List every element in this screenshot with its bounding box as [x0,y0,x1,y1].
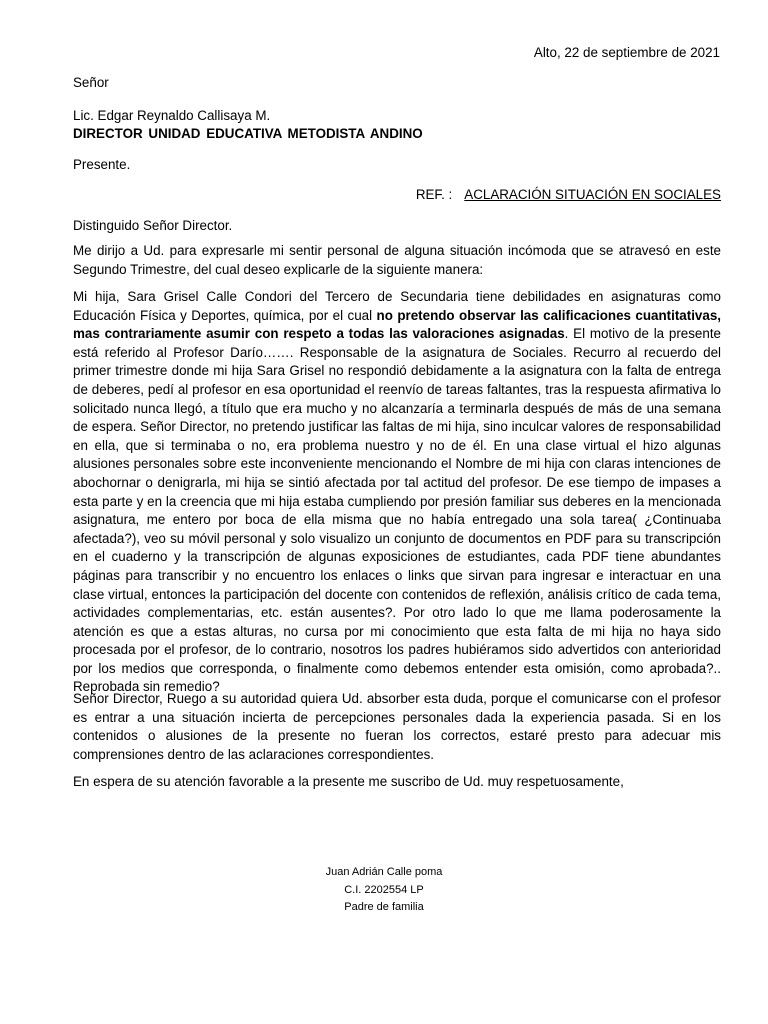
paragraph-main-bold: no pretendo observar las calificaciones cuantitativas, mas contrariamente asumir con respeto a todas las valoraciones asignadas [73,307,721,342]
recipient-position: DIRECTOR UNIDAD EDUCATIVA METODISTA ANDINO [73,126,423,141]
signature-block [0,864,768,917]
reference-line [416,186,721,205]
paragraph-closing: En espera de su atención favorable a la presente me suscribo de Ud. muy respetuosamente, [73,774,624,789]
signature-name: Juan Adrián Calle poma [325,866,443,878]
greeting: Distinguido Señor Director. [73,218,233,233]
signature-id: C.I. 2202554 LP [344,883,424,896]
signature-role: Padre de familia [344,901,424,913]
reference-title: ACLARACIÓN SITUACIÓN EN SOCIALES [464,187,721,202]
letter-date: Alto, 22 de septiembre de 2021 [533,45,720,60]
recipient-name: Lic. Edgar Reynaldo Callisaya M. [73,108,271,123]
salutation-title: Señor [73,75,109,90]
paragraph-request: Señor Director, Ruego a su autoridad quiera Ud. absorber esta duda, porque el comunicarse con el profesor es entrar a una situación incierta de percepciones personales dada la experiencia pasada. Si en los contenidos o alusiones de la presente no fueran los correctos, estaré presto para adecuar mis comprensiones dentro de las aclaraciones correspondientes. [73,691,721,762]
paragraph-intro: Me dirijo a Ud. para expresarle mi sentir personal de alguna situación incómoda que se atravesó en este Segundo Trimestre, del cual deseo explicarle de la siguiente manera: [73,243,721,277]
paragraph-main [73,288,721,697]
presente-line: Presente. [73,157,131,172]
reference-label: REF. : [415,187,453,202]
paragraph-main-part1: Mi hija, Sara Grisel Calle Condori del Tercero de Secundaria tiene debilidades en asignaturas como Educación Física y Deportes, química, por el cual [73,289,721,323]
paragraph-main-part2: . El motivo de la presente está referido al Profesor Darío……. Responsable de la asignatura de Sociales. Recurro al recuerdo del primer trimestre donde mi hija Sara Grisel no respondió debidamente a la asignatura con la falta de entrega de deberes, pedí al profesor en esa oportunidad el reenvío de tareas faltantes, tras la respuesta afirmativa lo solicitado nunca llegó, a título que era mucho y no alcanzaría a terminarla después de más de una semana de espera. Señor Director, no pretendo justificar las faltas de mi hija, sino inculcar valores de responsabilidad en ella, que si terminaba o no, era problema nuestro y no de él. En una clase virtual el hizo algunas alusiones personales sobre este inconveniente mencionando el Nombre de mi hija con claras intenciones de abochornar o denigrarla, mi hija se sintió afectada por tal actitud del profesor. De ese tiempo de impases a esta parte y en la creencia que mi hija estaba cumpliendo por presión familiar sus deberes en la mencionada asignatura, me entero por boca de ella misma que no había entregado una sola tarea( ¿Continuaba afectada?), veo su móvil personal y solo visualizo un conjunto de documentos en PDF para su transcripción en el cuaderno y la transcripción de algunas exposiciones de estudiantes, cada PDF tiene abundantes páginas para transcribir y no encuentro los enlaces o links que sirvan para ingresar e interactuar en una clase virtual, entonces la participación del docente con contenidos de reflexión, análisis crítico de cada tema, actividades complementarias, etc. están ausentes?. Por otro lado lo que me llama poderosamente la atención es que a estas alturas, no cursa por mi conocimiento que esta falta de mi hija no haya sido procesada por el profesor, de lo contrario, nosotros los padres hubiéramos sido advertidos con anterioridad por los medios que corresponda, o finalmente como debemos entender esta omisión, como aprobada?.. Reprobada sin remedio? [73,326,721,695]
